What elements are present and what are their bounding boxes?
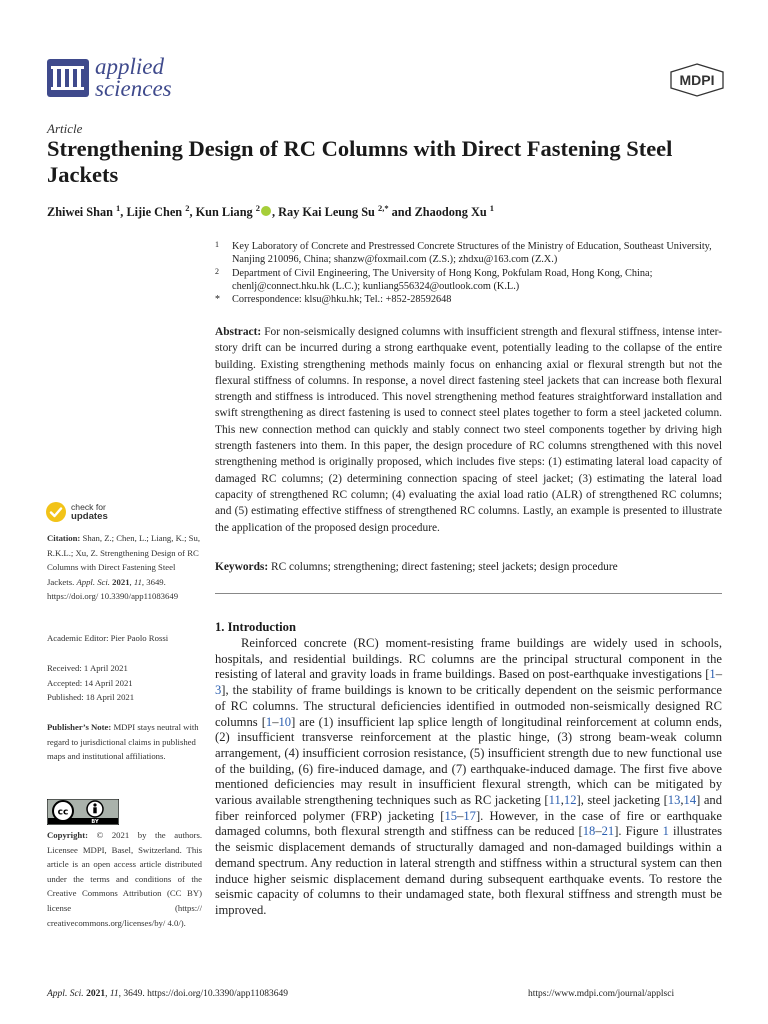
- author-separator: and: [388, 205, 415, 220]
- body-text: ]. Figure: [614, 824, 663, 839]
- publisher-note: [47, 720, 202, 764]
- affiliation-item: [215, 267, 735, 294]
- footer-year: 2021: [86, 989, 106, 999]
- reference-link[interactable]: 15: [444, 808, 458, 823]
- reference-link[interactable]: 21: [601, 824, 615, 839]
- affiliation-item: [215, 240, 735, 267]
- affiliation-text: Key Laboratory of Concrete and Prestressed Concrete Structures of the Ministry of Education, Southeast University, Nanjing 210096, China; shanzw@foxmail.com (Z.S.); zhdxu@163.com (Z.X.): [232, 241, 712, 266]
- publication-dates: [47, 661, 202, 705]
- copyright-text: © 2021 by the authors. Licensee MDPI, Basel, Switzerland. This article is an open access article distributed under the terms and conditions of the Creative Commons Attribution (CC BY) license (https:// creativecommons.org/licenses/by/ 4.0/).: [47, 830, 202, 928]
- body-text: ], steel jacketing [: [576, 793, 668, 808]
- introduction-heading: 1. Introduction: [215, 620, 296, 634]
- citation: Citation: Shan, Z.; Chen, L.; Liang, K.; Su, R.K.L.; Xu, Z. Strengthening Design of RC Columns with Direct Fastening Steel Jackets. Appl. Sci. 2021, 11, 3649. https://doi.org/ 10.3390/app11083649: [47, 533, 200, 602]
- body-text: ] and fiber reinforced polymer (FRP) jacketing [: [215, 793, 722, 823]
- author-name[interactable]: Ray Kai Leung Su: [278, 205, 375, 220]
- author-list: [47, 203, 747, 220]
- copyright-label: Copyright:: [47, 830, 89, 840]
- affiliation-mark: 1: [215, 240, 219, 249]
- footer-volume: 11: [109, 989, 119, 999]
- reference-link[interactable]: 18: [582, 824, 596, 839]
- body-text: ], the stability of frame buildings is known to be critically dependent on the seismic performance of RC columns. The structural deficiencies identified in outmoded non-seismically designed RC columns [: [215, 683, 722, 729]
- citation-doi-link[interactable]: , 3649. https://doi.org/ 10.3390/app11083649: [47, 576, 179, 602]
- keywords: [215, 560, 722, 575]
- footer-journal: Appl. Sci.: [47, 989, 84, 999]
- journal-name-line2: sciences: [95, 76, 172, 101]
- affiliation-mark: 2: [215, 266, 219, 276]
- author-name[interactable]: Zhaodong Xu: [414, 205, 487, 220]
- reference-link[interactable]: 1: [709, 667, 716, 682]
- published-date: Published: 18 April 2021: [47, 692, 135, 703]
- section-divider: [215, 593, 722, 594]
- footer-doi-link[interactable]: , 3649. https://doi.org/10.3390/app11083649: [118, 989, 289, 999]
- author-affiliation-mark: 2: [185, 203, 190, 213]
- applied-sciences-logo-icon: [47, 59, 89, 97]
- reference-link[interactable]: 1: [265, 714, 273, 729]
- mdpi-logo-icon: [668, 63, 726, 97]
- abstract-text: For non-seismically designed columns with insufficient strength and flexural stiffness, intense inter-story drift can be incurred during a strong earthquake event, potentially leading to the collapse of the entire building. Existing strengthening methods mainly focus on enhancing axial or flexural strength but not the flexural stiffness of columns. In response, a novel direct fastening steel jackets that can increase both flexural strength and stiffness is introduced. This novel strengthening method features straightforward installation and swift strengthening as direct fastening is used to connect steel plates together to form a steel jacketed column. This new connection method can quickly and stably connect two steel components together by driving high strength fasteners into them. In this paper, the design procedure of RC columns strengthened with this novel strengthening method is originally proposed, which includes five steps: (1) estimating lateral load capacity of damaged RC columns; (2) determining connection spacing of steel jacket; (3) estimating the lateral load capacity of strengthened RC column; (4) evaluating the axial load ratio (ALR) of strengthened RC columns; and (5) estimating effective stiffness of strengthened RC columns. Lastly, an example is presented to illustrate the application of the proposed design procedure.: [215, 326, 722, 534]
- received-date: Received: 1 April 2021: [47, 663, 128, 673]
- author-separator: ,: [189, 205, 196, 220]
- affiliation-item: [215, 293, 735, 306]
- keywords-text: RC columns; strengthening; direct fastening; steel jackets; design procedure: [271, 561, 618, 573]
- orcid-icon[interactable]: [261, 206, 271, 216]
- publisher-logo[interactable]: [668, 63, 726, 97]
- reference-link[interactable]: 12: [563, 793, 577, 808]
- publisher-logo-text: MDPI: [679, 72, 715, 88]
- author-affiliation-mark: 1: [116, 203, 121, 213]
- article-title: Strengthening Design of RC Columns with Direct Fastening Steel Jackets: [47, 136, 673, 187]
- cc-by-label: BY: [91, 819, 99, 825]
- journal-logo[interactable]: [47, 56, 172, 100]
- author-affiliation-mark: 1: [489, 203, 494, 213]
- abstract-label: Abstract:: [215, 326, 262, 338]
- reference-link[interactable]: 10: [278, 714, 292, 729]
- author-name[interactable]: Zhiwei Shan: [47, 205, 113, 220]
- body-text: ] are (1) insufficient lap splice length of longitudinal reinforcement at column ends, (2) insufficient transverse reinforcement at the plastic hinge, (3) strong beam-weak column arrangement, (4) insufficient corrosion resistance, (5) insufficient strength due to new functional use of the building, (6) fire-induced damage, and (7) earthquake-induced damage. The first five above mentioned deficiencies may result in insufficient flexural strength, which can be mitigated by various available strengthening techniques such as RC jacketing [: [215, 714, 722, 808]
- copyright: [47, 828, 202, 930]
- affiliation-text: Department of Civil Engineering, The University of Hong Kong, Pokfulam Road, Hong Kong, China; chenlj@connect.hku.hk (L.C.); kunliang556324@outlook.com (K.L.): [232, 267, 653, 292]
- reference-link[interactable]: 1: [662, 824, 669, 839]
- accepted-date: Accepted: 14 April 2021: [47, 677, 133, 688]
- body-text: ,: [560, 793, 564, 808]
- footer-citation: Appl. Sci. 2021, 11, 3649. https://doi.org/10.3390/app11083649: [47, 989, 289, 999]
- journal-name: [95, 56, 172, 100]
- author-name[interactable]: Lijie Chen: [126, 205, 183, 220]
- author-separator: ,: [120, 205, 127, 220]
- article-type: Article: [47, 121, 83, 136]
- body-text: ,: [680, 793, 684, 808]
- body-text: –: [595, 824, 602, 839]
- author-separator: ,: [272, 205, 279, 220]
- citation-journal: Appl. Sci.: [76, 576, 110, 587]
- body-text: illustrates the seismic displacement demands of structurally damaged and non-damaged buildings within a demand spectrum. Any reduction in lateral strength and stiffness within a structural system can then induce higher seismic displacement demand during subsequent earthquake events. To restore the seismic capacity of columns to their undamaged state, both flexural stiffness and strength must be improved.: [215, 824, 722, 917]
- svg-text:cc: cc: [57, 807, 69, 818]
- reference-link[interactable]: 13: [667, 793, 681, 808]
- citation-year: 2021: [112, 576, 130, 587]
- check-for-updates-button[interactable]: [45, 501, 108, 523]
- body-text: –: [272, 714, 279, 729]
- academic-editor: Academic Editor: Pier Paolo Rossi: [47, 633, 169, 643]
- footer-journal-url[interactable]: https://www.mdpi.com/journal/applsci: [528, 989, 675, 999]
- body-text: ]. However, in the case of fire or earthquake damaged columns, both flexural strength and stiffness can be reduced [: [215, 808, 722, 839]
- abstract: [215, 324, 722, 536]
- cc-by-license-icon[interactable]: [47, 799, 119, 825]
- publisher-note-label: Publisher’s Note:: [47, 722, 112, 732]
- citation-label: Citation:: [47, 533, 81, 543]
- body-text: Reinforced concrete (RC) moment-resisting frame buildings are widely used in schools, hospitals, and residential buildings. RC columns are the principal structural component in the resisting of lateral and gravity loads in frame buildings. Based on post-earthquake investigations [: [215, 636, 722, 682]
- publisher-note-text: MDPI stays neutral with regard to jurisdictional claims in published maps and institutional affiliations.: [47, 722, 199, 762]
- body-text: –: [715, 667, 722, 682]
- reference-link[interactable]: 14: [683, 793, 697, 808]
- author-affiliation-mark: 2,*: [377, 203, 389, 213]
- affiliations: [215, 240, 735, 306]
- author-name[interactable]: Kun Liang: [195, 205, 253, 220]
- reference-link[interactable]: 3: [215, 683, 222, 698]
- journal-name-line1: applied: [95, 54, 164, 79]
- affiliation-mark: *: [215, 294, 220, 306]
- keywords-label: Keywords:: [215, 561, 269, 573]
- reference-link[interactable]: 11: [548, 793, 561, 808]
- check-for-updates-icon: [45, 501, 67, 523]
- body-text: –: [457, 808, 464, 823]
- affiliation-text: Correspondence: klsu@hku.hk; Tel.: +852-28592648: [232, 294, 452, 306]
- citation-text: Shan, Z.; Chen, L.; Liang, K.; Su, R.K.L.; Xu, Z. Strengthening Design of RC Columns with Direct Fastening Steel Jackets.: [47, 533, 200, 587]
- author-affiliation-mark: 2: [255, 203, 261, 213]
- check-updates-line1: check for: [71, 502, 106, 512]
- reference-link[interactable]: 17: [463, 808, 476, 823]
- check-updates-line2: updates: [71, 511, 108, 522]
- citation-volume: 11: [133, 576, 142, 587]
- introduction-paragraph: [215, 636, 722, 919]
